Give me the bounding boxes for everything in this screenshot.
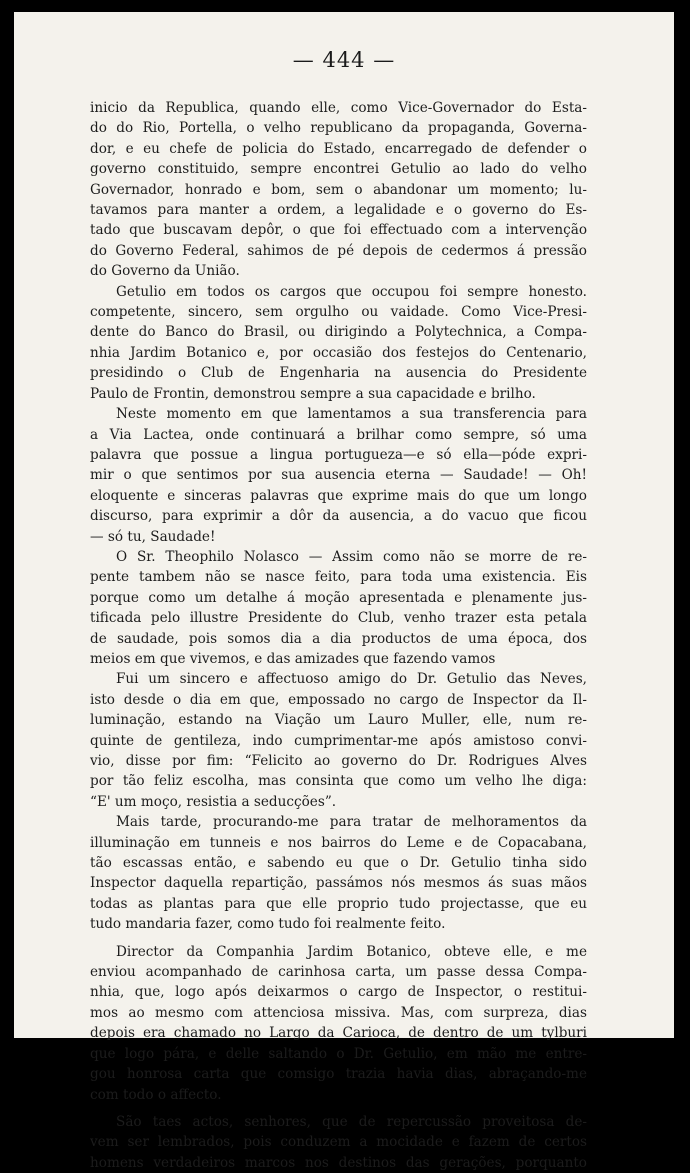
- text-line: vio, disse por fim: “Felicito ao governo do Dr. Rodrigues Alves: [90, 753, 587, 769]
- text-line: de saudade, pois somos dia a dia productos de uma época, dos: [90, 630, 587, 647]
- text-line: inicio da Republica, quando elle, como Vice-Governador do Esta-: [90, 100, 587, 116]
- paragraph: [90, 1112, 587, 1173]
- text-line: tado que buscavam depôr, o que foi effectuado com a intervenção: [90, 222, 587, 239]
- paragraph: [90, 282, 587, 404]
- text-line: quinte de gentileza, indo cumprimentar-me após amistoso convi-: [90, 732, 587, 749]
- text-line: São taes actos, senhores, que de repercussão proveitosa de-: [116, 1113, 587, 1130]
- text-line: discurso, para exprimir a dôr da ausencia, a do vacuo que ficou: [90, 508, 587, 525]
- page-number: — 444 —: [292, 48, 396, 72]
- body-text: [90, 98, 587, 1173]
- paragraph-gap: [90, 1105, 587, 1112]
- text-line: do Governo da União.: [90, 263, 240, 280]
- text-line: mos ao mesmo com attenciosa missiva. Mas, com surpreza, dias: [90, 1004, 587, 1021]
- text-line: porque como um detalhe á moção apresentada e plenamente jus-: [90, 589, 587, 606]
- text-line: palavra que possue a lingua portugueza—e só ella—póde expri-: [90, 446, 587, 463]
- paragraph: [90, 547, 587, 669]
- text-line: do Governo Federal, sahimos de pé depois de cedermos á pressão: [90, 242, 587, 259]
- text-line: eloquente e sinceras palavras que exprime mais do que um longo: [90, 487, 587, 504]
- text-line: Fui um sincero e affectuoso amigo do Dr. Getulio das Neves,: [116, 671, 587, 688]
- text-line: nhia Jardim Botanico e, por occasião dos festejos do Centenario,: [90, 344, 587, 361]
- paragraph: [90, 98, 587, 282]
- text-line: governo constituido, sempre encontrei Getulio ao lado do velho: [90, 161, 587, 178]
- text-line: meios em que vivemos, e das amizades que fazendo vamos: [90, 650, 496, 667]
- text-line: — só tu, Saudade!: [90, 528, 216, 545]
- text-line: nhia, que, logo após deixarmos o cargo de Inspector, o restitui-: [90, 984, 587, 1001]
- text-line: Governador, honrado e bom, sem o abandonar um momento; lu-: [90, 181, 587, 198]
- text-line: tão escassas então, e sabendo eu que o Dr. Getulio tinha sido: [90, 855, 587, 872]
- text-line: O Sr. Theophilo Nolasco — Assim como não se morre de re-: [116, 548, 587, 565]
- text-line: dor, e eu chefe de policia do Estado, encarregado de defender o: [90, 140, 587, 157]
- text-line: todas as plantas para que elle proprio tudo projectasse, que eu: [90, 895, 587, 912]
- text-line: enviou acompanhado de carinhosa carta, um passe dessa Compa-: [90, 964, 587, 981]
- paragraph: [90, 812, 587, 934]
- text-line: mir o que sentimos por sua ausencia eterna — Saudade! — Oh!: [90, 467, 587, 484]
- text-line: homens verdadeiros marcos nos destinos das gerações, porquanto: [90, 1154, 587, 1171]
- text-line: Mais tarde, procurando-me para tratar de melhoramentos da: [116, 814, 587, 831]
- text-line: a Via Lactea, onde continuará a brilhar como sempre, só uma: [90, 426, 587, 443]
- text-line: illuminação em tunneis e nos bairros do Leme e de Copacabana,: [90, 834, 587, 851]
- text-line: com todo o affecto.: [90, 1086, 222, 1103]
- text-line: “E' um moço, resistia a seducções”.: [90, 793, 337, 810]
- text-line: luminação, estando na Viação um Lauro Muller, elle, num re-: [90, 712, 587, 729]
- text-line: Neste momento em que lamentamos a sua transferencia para: [116, 406, 587, 423]
- text-line: vem ser lembrados, pois conduzem a mocidade e fazem de certos: [90, 1134, 587, 1151]
- text-line: gou honrosa carta que comsigo trazia havia dias, abraçando-me: [90, 1066, 587, 1083]
- text-line: por tão feliz escolha, mas consinta que como um velho lhe diga:: [90, 773, 587, 790]
- text-line: Director da Companhia Jardim Botanico, obteve elle, e me: [116, 943, 587, 960]
- text-line: Inspector daquella repartição, passámos nós mesmos ás suas mãos: [90, 875, 587, 892]
- text-line: dente do Banco do Brasil, ou dirigindo a Polytechnica, a Compa-: [90, 324, 587, 341]
- paragraph: [90, 942, 587, 1105]
- text-line: do do Rio, Portella, o velho republicano da propaganda, Governa-: [90, 120, 587, 137]
- text-line: tavamos para manter a ordem, a legalidade e o governo do Es-: [90, 202, 587, 219]
- text-line: depois era chamado no Largo da Carioca, de dentro de um tylburi: [90, 1025, 587, 1042]
- text-line: Getulio em todos os cargos que occupou foi sempre honesto.: [116, 283, 587, 300]
- paragraph-gap: [90, 935, 587, 942]
- text-line: presidindo o Club de Engenharia na ausencia do Presidente: [90, 365, 587, 382]
- text-line: tificada pelo illustre Presidente do Club, venho trazer esta petala: [90, 610, 587, 627]
- text-line: pente tambem não se nasce feito, para toda uma existencia. Eis: [90, 569, 587, 586]
- text-line: tudo mandaria fazer, como tudo foi realmente feito.: [90, 916, 446, 933]
- document-page: [14, 12, 674, 1171]
- text-line: isto desde o dia em que, empossado no cargo de Inspector da Il-: [90, 691, 587, 708]
- paragraph: [90, 404, 587, 547]
- text-line: Paulo de Frontin, demonstrou sempre a sua capacidade e brilho.: [90, 385, 536, 402]
- text-line: que logo pára, e delle saltando o Dr. Getulio, em mão me entre-: [90, 1045, 587, 1062]
- text-line: competente, sincero, sem orgulho ou vaidade. Como Vice-Presi-: [90, 304, 587, 321]
- paragraph: [90, 669, 587, 812]
